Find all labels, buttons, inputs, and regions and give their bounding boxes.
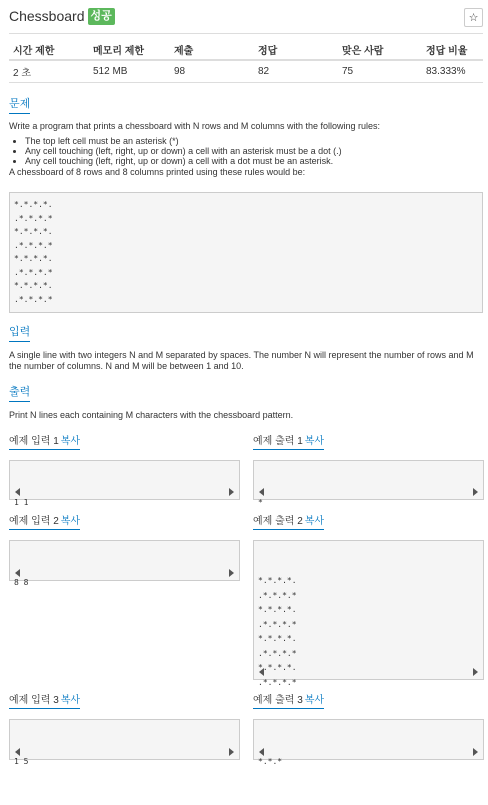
sample-input-2-label: 예제 입력 2 xyxy=(9,516,59,527)
sample-output-2-box xyxy=(253,540,484,687)
sample-output-1-label: 예제 출력 1 xyxy=(253,436,303,447)
sample-input-1-title xyxy=(9,432,80,450)
scroll-left-icon[interactable] xyxy=(15,748,20,756)
horizontal-scrollbar[interactable] xyxy=(254,745,483,759)
sample-output-2-label: 예제 출력 2 xyxy=(253,516,303,527)
horizontal-scrollbar[interactable] xyxy=(254,665,483,679)
example-intro: A chessboard of 8 rows and 8 columns printed using these rules would be: xyxy=(9,167,306,177)
scroll-right-icon[interactable] xyxy=(229,488,234,496)
stats-header-row xyxy=(9,40,483,60)
scroll-left-icon[interactable] xyxy=(259,748,264,756)
scroll-left-icon[interactable] xyxy=(15,569,20,577)
sample-output-3-title xyxy=(253,691,324,709)
horizontal-scrollbar[interactable] xyxy=(10,745,239,759)
sample-output-1-text: * xyxy=(258,498,263,507)
copy-sample-input-1-link[interactable]: 복사 xyxy=(60,436,81,447)
sample-input-1-text: 1 1 xyxy=(14,498,29,507)
stats-header-submissions: 제출 xyxy=(170,40,254,60)
scroll-right-icon[interactable] xyxy=(473,748,478,756)
sample-input-1-box xyxy=(9,460,240,507)
sample-output-3-label: 예제 출력 3 xyxy=(253,695,303,706)
stats-time: 2 초 xyxy=(9,60,89,83)
problem-header xyxy=(9,6,115,26)
scroll-left-icon[interactable] xyxy=(259,668,264,676)
output-description: Print N lines each containing M characters with the chessboard pattern. xyxy=(9,410,294,420)
rules-list xyxy=(9,136,484,166)
sample-input-3-box xyxy=(9,719,240,766)
sample-output-3-box xyxy=(253,719,484,766)
problem-description xyxy=(9,121,484,178)
copy-sample-output-2-link[interactable]: 복사 xyxy=(304,516,325,527)
sample-output-1-box xyxy=(253,460,484,507)
stats-header-time: 시간 제한 xyxy=(9,40,89,60)
stats-submissions: 98 xyxy=(170,60,254,83)
input-section-title: 입력 xyxy=(9,323,30,342)
scroll-right-icon[interactable] xyxy=(229,748,234,756)
scroll-right-icon[interactable] xyxy=(473,668,478,676)
favorite-button[interactable] xyxy=(464,8,483,27)
stats-ratio: 83.333% xyxy=(422,60,483,83)
problem-title: Chessboard xyxy=(9,8,85,24)
sample-input-3-text: 1 5 xyxy=(14,757,29,766)
example-board: *.*.*.*. .*.*.*.* *.*.*.*. .*.*.*.* *.*.*.*. .*.*.*.* *.*.*.*. .*.*.*.* xyxy=(9,192,483,313)
status-badge: 성공 xyxy=(88,8,115,25)
scroll-left-icon[interactable] xyxy=(15,488,20,496)
stats-value-row xyxy=(9,60,483,83)
problem-stats-table xyxy=(9,40,483,83)
stats-header-ratio: 정답 비율 xyxy=(422,40,483,60)
copy-sample-output-3-link[interactable]: 복사 xyxy=(304,695,325,706)
sample-input-2-text: 8 8 xyxy=(14,578,29,587)
scroll-right-icon[interactable] xyxy=(473,488,478,496)
sample-input-2-box xyxy=(9,540,240,587)
input-description: A single line with two integers N and M separated by spaces. The number N will represent the number of rows and M the number of columns. N and M will be between 1 and 10. xyxy=(9,350,474,371)
sample-output-1-title xyxy=(253,432,324,450)
scroll-right-icon[interactable] xyxy=(229,569,234,577)
output-section-title: 출력 xyxy=(9,383,30,402)
horizontal-scrollbar[interactable] xyxy=(254,485,483,499)
sample-output-2-text: *.*.*.*. .*.*.*.* *.*.*.*. .*.*.*.* *.*.*.*. .*.*.*.* *.*.*.*. .*.*.*.* xyxy=(258,576,297,687)
sample-input-1-label: 예제 입력 1 xyxy=(9,436,59,447)
header-divider xyxy=(9,33,483,34)
problem-section-title: 문제 xyxy=(9,95,30,114)
sample-output-2-title xyxy=(253,512,324,530)
sample-input-3-label: 예제 입력 3 xyxy=(9,695,59,706)
copy-sample-output-1-link[interactable]: 복사 xyxy=(304,436,325,447)
horizontal-scrollbar[interactable] xyxy=(10,485,239,499)
star-icon: ☆ xyxy=(468,12,479,24)
copy-sample-input-2-link[interactable]: 복사 xyxy=(60,516,81,527)
stats-header-memory: 메모리 제한 xyxy=(89,40,170,60)
scroll-left-icon[interactable] xyxy=(259,488,264,496)
sample-input-3-title xyxy=(9,691,80,709)
rule-item: • Any cell touching (left, right, up or down) a cell with an asterisk must be a dot (.) xyxy=(25,146,484,156)
rule-item: • The top left cell must be an asterisk (*) xyxy=(25,136,484,146)
stats-memory: 512 MB xyxy=(89,60,170,83)
copy-sample-input-3-link[interactable]: 복사 xyxy=(60,695,81,706)
problem-intro: Write a program that prints a chessboard with N rows and M columns with the following rules: xyxy=(9,121,380,131)
rule-item: • Any cell touching (left, right, up or down) a cell with a dot must be an asterisk. xyxy=(25,156,484,166)
horizontal-scrollbar[interactable] xyxy=(10,566,239,580)
sample-output-3-text: *.*.* xyxy=(258,757,283,766)
stats-header-accepted: 정답 xyxy=(254,40,338,60)
stats-solvers: 75 xyxy=(338,60,422,83)
stats-accepted: 82 xyxy=(254,60,338,83)
sample-input-2-title xyxy=(9,512,80,530)
stats-header-solvers: 맞은 사람 xyxy=(338,40,422,60)
